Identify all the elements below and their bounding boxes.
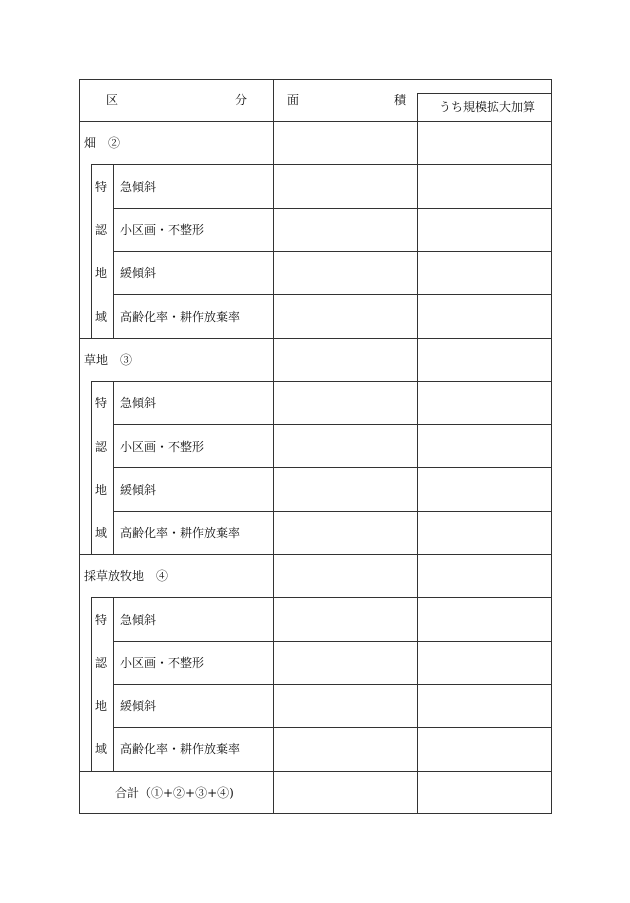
row-line — [113, 511, 552, 512]
group-char: 認 — [95, 223, 108, 237]
row-line — [113, 251, 552, 252]
row-line — [91, 381, 552, 382]
section-line — [79, 554, 552, 555]
row-line — [91, 597, 552, 598]
header-kubun-right: 分 — [235, 93, 248, 107]
header-uchi-label: うち規模拡大加算 — [439, 100, 536, 114]
group-left-line — [91, 597, 92, 771]
header-bottom-line — [79, 121, 552, 122]
table-left-border — [79, 79, 80, 814]
row-line — [113, 684, 552, 685]
row-label: 高齢化率・耕作放棄率 — [120, 742, 241, 756]
row-label: 小区画・不整形 — [120, 223, 205, 237]
group-char: 特 — [95, 180, 108, 194]
group-left-line — [91, 164, 92, 338]
group-char: 域 — [95, 526, 108, 540]
group-char: 域 — [95, 742, 108, 756]
table-top-border — [79, 79, 552, 80]
row-line — [113, 727, 552, 728]
row-label: 高齢化率・耕作放棄率 — [120, 310, 241, 324]
total-label: 合計（①+②+③+④) — [115, 786, 234, 800]
group-char: 特 — [95, 396, 108, 410]
table-bottom-border — [79, 813, 552, 814]
section-title: 畑 ② — [84, 136, 121, 150]
group-right-line — [113, 164, 114, 338]
col-divider-area — [273, 79, 274, 814]
row-line — [113, 467, 552, 468]
row-label: 小区画・不整形 — [120, 656, 205, 670]
row-line — [113, 641, 552, 642]
group-char: 域 — [95, 310, 108, 324]
table-right-border — [551, 79, 552, 814]
header-kubun-left: 区 — [106, 93, 119, 107]
row-label: 急傾斜 — [120, 180, 157, 194]
row-line — [113, 294, 552, 295]
row-label: 高齢化率・耕作放棄率 — [120, 526, 241, 540]
row-line — [113, 208, 552, 209]
section-title: 採草放牧地 ④ — [84, 569, 169, 583]
group-char: 地 — [95, 483, 108, 497]
group-char: 地 — [95, 699, 108, 713]
col-divider-uchi — [417, 93, 418, 814]
group-left-line — [91, 381, 92, 554]
row-label: 緩傾斜 — [120, 483, 157, 497]
header-menseki-right: 積 — [394, 93, 407, 107]
row-label: 緩傾斜 — [120, 699, 157, 713]
row-line — [91, 164, 552, 165]
row-label: 急傾斜 — [120, 613, 157, 627]
group-char: 認 — [95, 656, 108, 670]
group-right-line — [113, 597, 114, 771]
section-line — [79, 338, 552, 339]
group-right-line — [113, 381, 114, 554]
group-char: 地 — [95, 266, 108, 280]
row-label: 急傾斜 — [120, 396, 157, 410]
section-line — [79, 771, 552, 772]
row-line — [113, 424, 552, 425]
section-title: 草地 ③ — [84, 353, 133, 367]
group-char: 認 — [95, 440, 108, 454]
header-menseki-left: 面 — [287, 93, 300, 107]
row-label: 緩傾斜 — [120, 266, 157, 280]
uchi-header-top-line — [417, 93, 552, 94]
group-char: 特 — [95, 613, 108, 627]
row-label: 小区画・不整形 — [120, 440, 205, 454]
